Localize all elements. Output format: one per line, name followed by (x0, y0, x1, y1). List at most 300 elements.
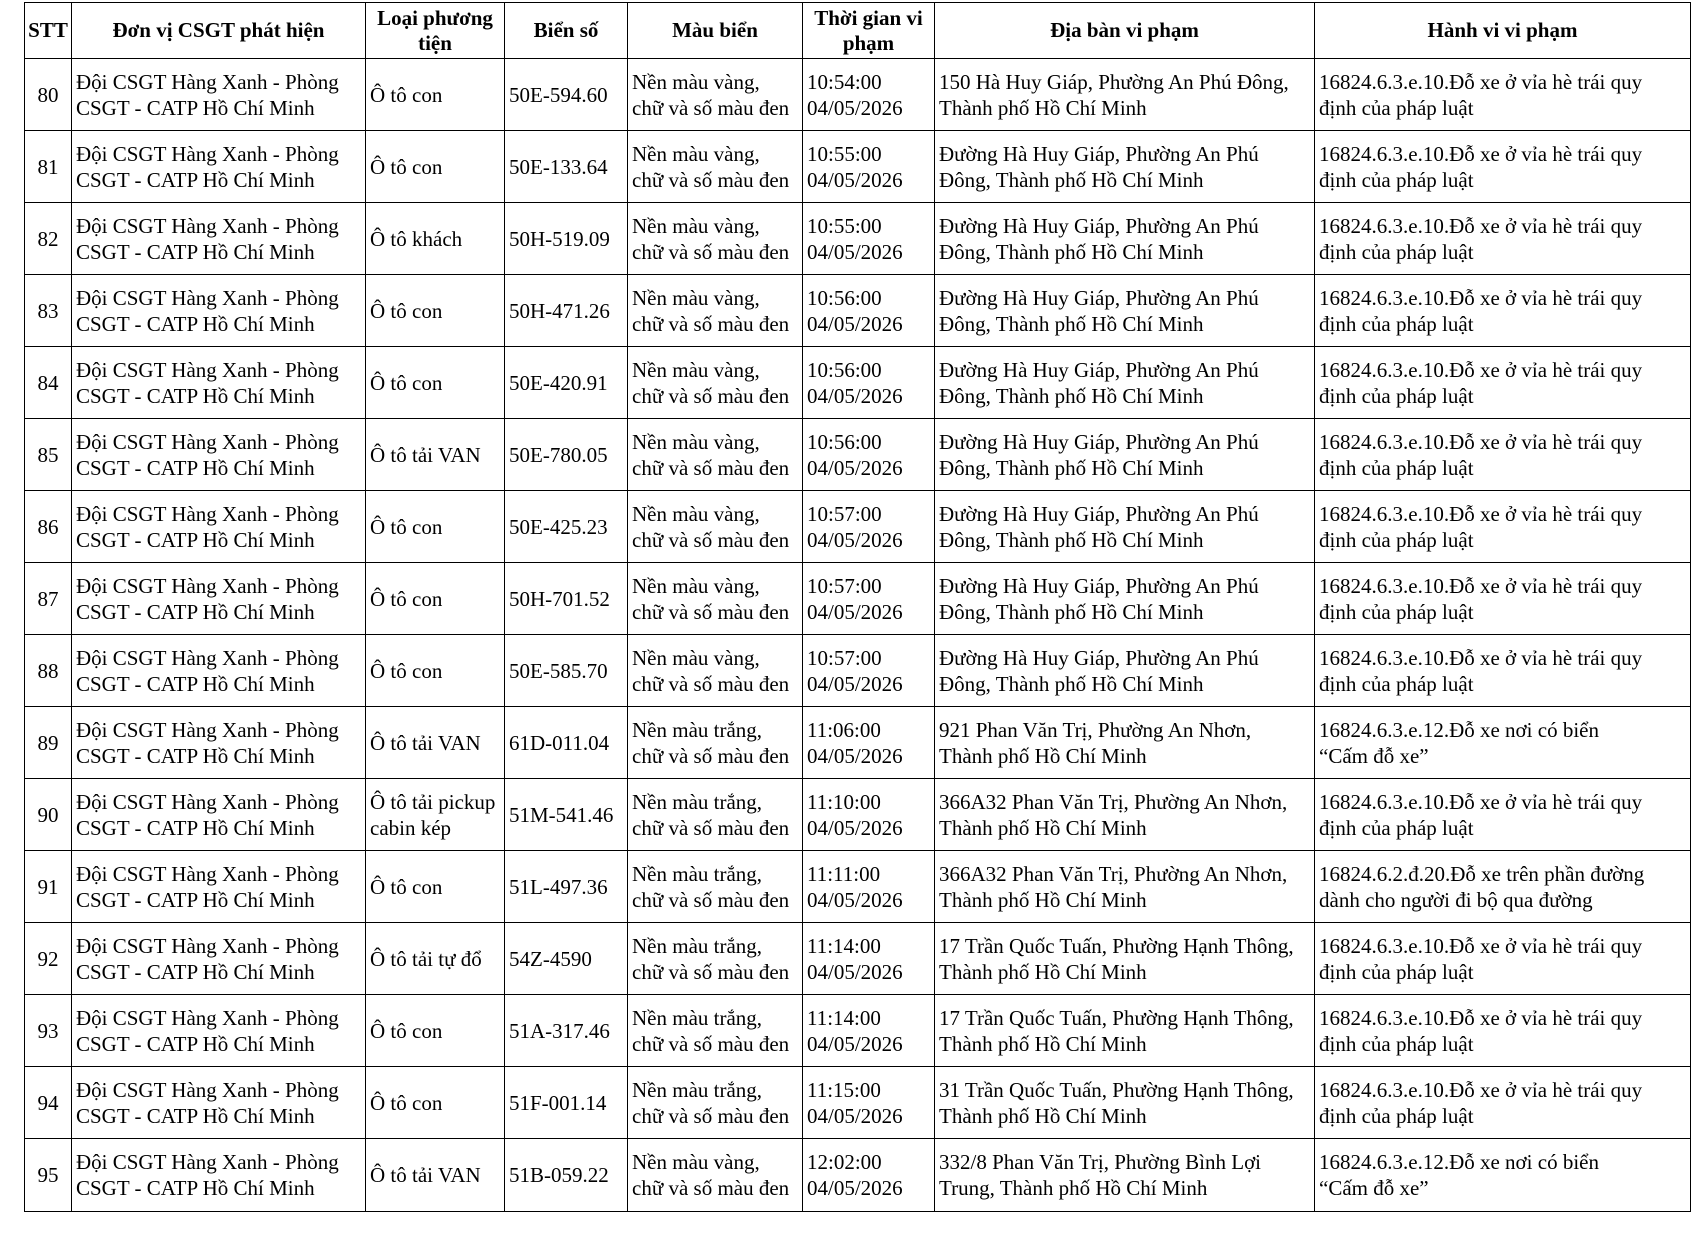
cell-plate-color (628, 419, 803, 491)
cell-vehicle-type-line: Ô tô tải tự đổ (370, 946, 482, 971)
cell-violation (1315, 59, 1691, 131)
cell-vehicle-type-line: Ô tô tải pickup (370, 789, 496, 814)
header-time: Thời gian vi phạm (803, 3, 935, 59)
cell-violation (1315, 347, 1691, 419)
cell-unit-line: Đội CSGT Hàng Xanh - Phòng (76, 141, 339, 166)
cell-unit-line: Đội CSGT Hàng Xanh - Phòng (76, 789, 339, 814)
header-location: Địa bàn vi phạm (935, 3, 1315, 59)
cell-plate-line: 50E-133.64 (509, 154, 608, 179)
cell-unit-line: CSGT - CATP Hồ Chí Minh (76, 743, 315, 768)
cell-unit-line: Đội CSGT Hàng Xanh - Phòng (76, 573, 339, 598)
cell-violation-line: định của pháp luật (1319, 527, 1474, 552)
cell-vehicle-type (366, 923, 505, 995)
cell-time (803, 1067, 935, 1139)
cell-location (935, 995, 1315, 1067)
cell-location (935, 563, 1315, 635)
cell-vehicle-type (366, 1067, 505, 1139)
cell-stt-line: 91 (37, 874, 59, 899)
cell-violation (1315, 779, 1691, 851)
cell-stt (25, 1139, 72, 1212)
cell-plate-color (628, 275, 803, 347)
cell-stt-line: 81 (37, 154, 59, 179)
cell-unit (72, 419, 366, 491)
cell-location-line: Thành phố Hồ Chí Minh (939, 743, 1147, 768)
cell-plate-color (628, 707, 803, 779)
cell-plate-line: 50H-471.26 (509, 298, 610, 323)
cell-location (935, 491, 1315, 563)
cell-violation (1315, 851, 1691, 923)
cell-unit (72, 635, 366, 707)
cell-time (803, 995, 935, 1067)
table-row (25, 995, 1691, 1067)
cell-plate-color-line: Nền màu vàng, (632, 429, 760, 454)
cell-unit-line: Đội CSGT Hàng Xanh - Phòng (76, 933, 339, 958)
cell-time-line: 04/05/2026 (807, 455, 903, 480)
cell-unit-line: Đội CSGT Hàng Xanh - Phòng (76, 645, 339, 670)
cell-location-line: 17 Trần Quốc Tuấn, Phường Hạnh Thông, (939, 933, 1294, 958)
cell-location (935, 1067, 1315, 1139)
cell-stt (25, 347, 72, 419)
cell-time-line: 04/05/2026 (807, 239, 903, 264)
cell-stt-line: 82 (37, 226, 59, 251)
cell-location (935, 275, 1315, 347)
cell-location (935, 419, 1315, 491)
cell-location-line: 366A32 Phan Văn Trị, Phường An Nhơn, (939, 861, 1288, 886)
table-row (25, 203, 1691, 275)
cell-violation-line: 16824.6.3.e.10.Đỗ xe ở vỉa hè trái quy (1319, 357, 1643, 382)
cell-stt-line: 95 (37, 1163, 59, 1187)
cell-plate (505, 779, 628, 851)
cell-vehicle-type-line: Ô tô con (370, 586, 443, 611)
cell-plate-line: 51L-497.36 (509, 874, 608, 899)
cell-location-line: Đông, Thành phố Hồ Chí Minh (939, 311, 1204, 336)
violations-table (24, 2, 1691, 1212)
cell-time (803, 275, 935, 347)
cell-vehicle-type-line: cabin kép (370, 815, 452, 840)
cell-location-line: Thành phố Hồ Chí Minh (939, 1031, 1147, 1056)
cell-violation (1315, 491, 1691, 563)
cell-location-line: Đông, Thành phố Hồ Chí Minh (939, 455, 1204, 480)
cell-violation-line: 16824.6.3.e.10.Đỗ xe ở vỉa hè trái quy (1319, 141, 1643, 166)
cell-location (935, 779, 1315, 851)
cell-unit (72, 1139, 366, 1212)
cell-time (803, 923, 935, 995)
cell-violation-line: 16824.6.3.e.12.Đỗ xe nơi có biển (1319, 717, 1599, 742)
cell-violation (1315, 131, 1691, 203)
cell-vehicle-type-line: Ô tô tải VAN (370, 442, 481, 467)
cell-location (935, 131, 1315, 203)
cell-stt-line: 87 (37, 586, 59, 611)
cell-vehicle-type (366, 995, 505, 1067)
cell-vehicle-type-line: Ô tô con (370, 514, 443, 539)
table-row (25, 1139, 1691, 1212)
cell-location-line: 332/8 Phan Văn Trị, Phường Bình Lợi (939, 1150, 1262, 1174)
cell-stt (25, 563, 72, 635)
cell-violation-line: định của pháp luật (1319, 671, 1474, 696)
cell-location-line: Đường Hà Huy Giáp, Phường An Phú (939, 501, 1259, 526)
cell-unit (72, 923, 366, 995)
cell-location-line: Đông, Thành phố Hồ Chí Minh (939, 527, 1204, 552)
cell-plate-line: 51B-059.22 (509, 1163, 609, 1187)
cell-unit-line: CSGT - CATP Hồ Chí Minh (76, 1031, 315, 1056)
cell-location (935, 203, 1315, 275)
cell-plate-color-line: Nền màu vàng, (632, 501, 760, 526)
cell-location (935, 1139, 1315, 1212)
cell-vehicle-type-line: Ô tô con (370, 370, 443, 395)
cell-violation (1315, 1067, 1691, 1139)
cell-time (803, 779, 935, 851)
cell-unit (72, 707, 366, 779)
cell-time-line: 04/05/2026 (807, 1176, 903, 1200)
cell-time (803, 131, 935, 203)
cell-time-line: 04/05/2026 (807, 1103, 903, 1128)
cell-plate-color-line: chữ và số màu đen (632, 239, 790, 264)
cell-location-line: Đông, Thành phố Hồ Chí Minh (939, 671, 1204, 696)
cell-plate-color (628, 491, 803, 563)
cell-location-line: Thành phố Hồ Chí Minh (939, 959, 1147, 984)
cell-plate-color-line: Nền màu trắng, (632, 933, 763, 958)
cell-violation (1315, 995, 1691, 1067)
cell-vehicle-type (366, 635, 505, 707)
header-unit: Đơn vị CSGT phát hiện (72, 3, 366, 59)
cell-plate-color-line: Nền màu trắng, (632, 1005, 763, 1030)
cell-time (803, 419, 935, 491)
cell-stt-line: 84 (37, 370, 59, 395)
cell-location-line: Đông, Thành phố Hồ Chí Minh (939, 599, 1204, 624)
cell-time (803, 635, 935, 707)
cell-stt (25, 851, 72, 923)
cell-plate (505, 635, 628, 707)
table-row (25, 923, 1691, 995)
cell-time-line: 12:02:00 (807, 1150, 882, 1174)
cell-violation-line: định của pháp luật (1319, 1031, 1474, 1056)
cell-location (935, 347, 1315, 419)
cell-plate-color (628, 1067, 803, 1139)
cell-plate-color-line: Nền màu vàng, (632, 357, 760, 382)
cell-violation-line: định của pháp luật (1319, 311, 1474, 336)
cell-unit (72, 563, 366, 635)
cell-unit-line: Đội CSGT Hàng Xanh - Phòng (76, 1005, 339, 1030)
cell-unit-line: CSGT - CATP Hồ Chí Minh (76, 239, 315, 264)
cell-vehicle-type-line: Ô tô con (370, 658, 443, 683)
cell-plate-line: 50E-594.60 (509, 82, 608, 107)
cell-time-line: 04/05/2026 (807, 1031, 903, 1056)
cell-unit (72, 851, 366, 923)
cell-vehicle-type-line: Ô tô tải VAN (370, 730, 481, 755)
cell-location (935, 707, 1315, 779)
cell-vehicle-type (366, 131, 505, 203)
cell-vehicle-type-line: Ô tô tải VAN (370, 1163, 481, 1187)
cell-location-line: Thành phố Hồ Chí Minh (939, 887, 1147, 912)
cell-plate-color-line: Nền màu trắng, (632, 717, 763, 742)
cell-plate (505, 851, 628, 923)
cell-plate (505, 923, 628, 995)
cell-plate-color-line: chữ và số màu đen (632, 599, 790, 624)
cell-plate-color-line: chữ và số màu đen (632, 959, 790, 984)
cell-unit-line: CSGT - CATP Hồ Chí Minh (76, 95, 315, 120)
cell-plate-color (628, 131, 803, 203)
cell-plate-color-line: Nền màu vàng, (632, 573, 760, 598)
cell-plate-color (628, 1139, 803, 1212)
cell-plate-color (628, 347, 803, 419)
cell-stt (25, 707, 72, 779)
cell-time (803, 203, 935, 275)
cell-plate-line: 50E-420.91 (509, 370, 608, 395)
cell-time-line: 10:57:00 (807, 573, 882, 598)
cell-stt (25, 995, 72, 1067)
cell-stt (25, 779, 72, 851)
cell-plate-color (628, 203, 803, 275)
cell-unit (72, 131, 366, 203)
cell-plate-color (628, 635, 803, 707)
cell-violation-line: 16824.6.3.e.10.Đỗ xe ở vỉa hè trái quy (1319, 933, 1643, 958)
cell-plate-color-line: Nền màu vàng, (632, 285, 760, 310)
cell-time-line: 10:57:00 (807, 645, 882, 670)
cell-plate (505, 1139, 628, 1212)
cell-time-line: 10:55:00 (807, 213, 882, 238)
cell-stt (25, 1067, 72, 1139)
cell-time-line: 11:14:00 (807, 1005, 881, 1030)
cell-unit (72, 275, 366, 347)
cell-location-line: Đường Hà Huy Giáp, Phường An Phú (939, 285, 1259, 310)
cell-violation (1315, 275, 1691, 347)
cell-time-line: 04/05/2026 (807, 383, 903, 408)
cell-time-line: 04/05/2026 (807, 95, 903, 120)
cell-vehicle-type-line: Ô tô con (370, 154, 443, 179)
cell-stt (25, 275, 72, 347)
cell-plate-color-line: chữ và số màu đen (632, 1103, 790, 1128)
cell-time-line: 04/05/2026 (807, 887, 903, 912)
cell-location-line: 150 Hà Huy Giáp, Phường An Phú Đông, (939, 69, 1289, 94)
cell-stt (25, 491, 72, 563)
cell-location (935, 59, 1315, 131)
table-row (25, 779, 1691, 851)
header-stt: STT (25, 3, 72, 59)
cell-location-line: Đường Hà Huy Giáp, Phường An Phú (939, 357, 1259, 382)
cell-violation (1315, 635, 1691, 707)
cell-violation-line: 16824.6.3.e.10.Đỗ xe ở vỉa hè trái quy (1319, 1005, 1643, 1030)
cell-plate-color-line: chữ và số màu đen (632, 311, 790, 336)
cell-plate-color (628, 779, 803, 851)
cell-stt (25, 419, 72, 491)
cell-stt-line: 93 (37, 1018, 59, 1043)
cell-vehicle-type-line: Ô tô con (370, 82, 443, 107)
cell-vehicle-type-line: Ô tô con (370, 298, 443, 323)
cell-location-line: Đông, Thành phố Hồ Chí Minh (939, 383, 1204, 408)
cell-plate-line: 51A-317.46 (509, 1018, 610, 1043)
cell-unit (72, 779, 366, 851)
cell-plate-color-line: chữ và số màu đen (632, 887, 790, 912)
table-row (25, 59, 1691, 131)
cell-unit-line: CSGT - CATP Hồ Chí Minh (76, 383, 315, 408)
cell-unit-line: Đội CSGT Hàng Xanh - Phòng (76, 69, 339, 94)
cell-unit-line: Đội CSGT Hàng Xanh - Phòng (76, 285, 339, 310)
cell-location-line: Đường Hà Huy Giáp, Phường An Phú (939, 573, 1259, 598)
cell-violation (1315, 923, 1691, 995)
cell-unit-line: CSGT - CATP Hồ Chí Minh (76, 311, 315, 336)
cell-violation (1315, 563, 1691, 635)
cell-time-line: 04/05/2026 (807, 671, 903, 696)
cell-stt-line: 85 (37, 442, 59, 467)
cell-plate (505, 995, 628, 1067)
cell-violation-line: định của pháp luật (1319, 95, 1474, 120)
cell-plate-color (628, 851, 803, 923)
cell-stt-line: 86 (37, 514, 59, 539)
cell-time-line: 10:57:00 (807, 501, 882, 526)
cell-violation-line: định của pháp luật (1319, 455, 1474, 480)
cell-plate-line: 50E-780.05 (509, 442, 608, 467)
cell-plate-color-line: chữ và số màu đen (632, 1031, 790, 1056)
header-plate-color: Màu biển (628, 3, 803, 59)
cell-unit (72, 491, 366, 563)
table-row (25, 275, 1691, 347)
cell-plate-line: 51M-541.46 (509, 802, 614, 827)
cell-plate-line: 50H-519.09 (509, 226, 610, 251)
cell-violation-line: 16824.6.3.e.10.Đỗ xe ở vỉa hè trái quy (1319, 69, 1643, 94)
cell-violation-line: 16824.6.3.e.10.Đỗ xe ở vỉa hè trái quy (1319, 1077, 1643, 1102)
cell-violation (1315, 419, 1691, 491)
cell-violation (1315, 707, 1691, 779)
cell-time-line: 11:10:00 (807, 789, 881, 814)
cell-location-line: Thành phố Hồ Chí Minh (939, 1103, 1147, 1128)
cell-plate (505, 131, 628, 203)
cell-vehicle-type (366, 347, 505, 419)
cell-plate-color-line: chữ và số màu đen (632, 527, 790, 552)
cell-time (803, 563, 935, 635)
cell-violation-line: 16824.6.2.đ.20.Đỗ xe trên phần đường (1319, 861, 1645, 886)
cell-plate-line: 50H-701.52 (509, 586, 610, 611)
cell-unit-line: CSGT - CATP Hồ Chí Minh (76, 599, 315, 624)
cell-stt (25, 59, 72, 131)
cell-time (803, 347, 935, 419)
header-row (25, 3, 1691, 59)
cell-plate-color-line: Nền màu trắng, (632, 789, 763, 814)
cell-violation-line: định của pháp luật (1319, 815, 1474, 840)
cell-plate-color-line: Nền màu trắng, (632, 861, 763, 886)
cell-time-line: 11:06:00 (807, 717, 881, 742)
cell-vehicle-type-line: Ô tô con (370, 1090, 443, 1115)
cell-violation (1315, 1139, 1691, 1212)
cell-plate (505, 203, 628, 275)
cell-unit-line: CSGT - CATP Hồ Chí Minh (76, 815, 315, 840)
cell-plate-color-line: chữ và số màu đen (632, 455, 790, 480)
cell-vehicle-type (366, 851, 505, 923)
cell-violation (1315, 203, 1691, 275)
cell-stt (25, 635, 72, 707)
cell-time-line: 11:15:00 (807, 1077, 881, 1102)
table-row (25, 419, 1691, 491)
cell-plate (505, 275, 628, 347)
cell-vehicle-type (366, 779, 505, 851)
cell-plate-color-line: Nền màu vàng, (632, 141, 760, 166)
cell-unit-line: CSGT - CATP Hồ Chí Minh (76, 1176, 315, 1200)
cell-plate-color-line: Nền màu vàng, (632, 69, 760, 94)
cell-vehicle-type (366, 563, 505, 635)
cell-plate (505, 419, 628, 491)
cell-stt-line: 94 (37, 1090, 59, 1115)
cell-time (803, 851, 935, 923)
cell-plate-color-line: Nền màu vàng, (632, 213, 760, 238)
cell-time-line: 04/05/2026 (807, 167, 903, 192)
cell-unit (72, 347, 366, 419)
cell-location (935, 851, 1315, 923)
cell-unit-line: Đội CSGT Hàng Xanh - Phòng (76, 861, 339, 886)
cell-violation-line: định của pháp luật (1319, 239, 1474, 264)
cell-location-line: 366A32 Phan Văn Trị, Phường An Nhơn, (939, 789, 1288, 814)
cell-violation-line: 16824.6.3.e.10.Đỗ xe ở vỉa hè trái quy (1319, 501, 1643, 526)
table-row (25, 851, 1691, 923)
cell-time-line: 11:11:00 (807, 861, 881, 886)
cell-unit-line: CSGT - CATP Hồ Chí Minh (76, 1103, 315, 1128)
header-plate: Biển số (505, 3, 628, 59)
header-vehicle-type: Loại phương tiện (366, 3, 505, 59)
cell-plate-line: 50E-585.70 (509, 658, 608, 683)
cell-location (935, 923, 1315, 995)
cell-location-line: Thành phố Hồ Chí Minh (939, 95, 1147, 120)
cell-plate-color-line: Nền màu vàng, (632, 1150, 760, 1174)
table-row (25, 563, 1691, 635)
cell-plate-color (628, 563, 803, 635)
cell-time-line: 10:54:00 (807, 69, 882, 94)
cell-unit-line: CSGT - CATP Hồ Chí Minh (76, 455, 315, 480)
cell-plate-color-line: chữ và số màu đen (632, 815, 790, 840)
cell-unit (72, 995, 366, 1067)
cell-time-line: 10:56:00 (807, 357, 882, 382)
cell-stt (25, 131, 72, 203)
cell-time-line: 11:14:00 (807, 933, 881, 958)
cell-violation-line: dành cho người đi bộ qua đường (1319, 887, 1593, 912)
cell-unit-line: CSGT - CATP Hồ Chí Minh (76, 887, 315, 912)
cell-unit-line: Đội CSGT Hàng Xanh - Phòng (76, 501, 339, 526)
cell-time (803, 491, 935, 563)
cell-vehicle-type-line: Ô tô con (370, 1018, 443, 1043)
cell-unit-line: CSGT - CATP Hồ Chí Minh (76, 167, 315, 192)
cell-vehicle-type-line: Ô tô khách (370, 226, 463, 251)
cell-plate (505, 1067, 628, 1139)
cell-time-line: 04/05/2026 (807, 959, 903, 984)
cell-plate-color-line: chữ và số màu đen (632, 671, 790, 696)
cell-location-line: Đường Hà Huy Giáp, Phường An Phú (939, 645, 1259, 670)
cell-stt-line: 80 (37, 82, 59, 107)
cell-plate-color-line: chữ và số màu đen (632, 1176, 790, 1200)
cell-time (803, 707, 935, 779)
cell-violation-line: 16824.6.3.e.12.Đỗ xe nơi có biển (1319, 1150, 1599, 1174)
cell-unit-line: Đội CSGT Hàng Xanh - Phòng (76, 213, 339, 238)
cell-location-line: Đông, Thành phố Hồ Chí Minh (939, 167, 1204, 192)
cell-location-line: 921 Phan Văn Trị, Phường An Nhơn, (939, 717, 1252, 742)
cell-stt (25, 203, 72, 275)
cell-stt-line: 90 (37, 802, 59, 827)
cell-unit-line: Đội CSGT Hàng Xanh - Phòng (76, 1077, 339, 1102)
cell-violation-line: định của pháp luật (1319, 959, 1474, 984)
cell-violation-line: 16824.6.3.e.10.Đỗ xe ở vỉa hè trái quy (1319, 213, 1643, 238)
cell-unit-line: Đội CSGT Hàng Xanh - Phòng (76, 1150, 339, 1174)
cell-plate-color-line: Nền màu vàng, (632, 645, 760, 670)
cell-unit-line: CSGT - CATP Hồ Chí Minh (76, 527, 315, 552)
cell-location-line: Đông, Thành phố Hồ Chí Minh (939, 239, 1204, 264)
cell-location-line: Đường Hà Huy Giáp, Phường An Phú (939, 141, 1259, 166)
table-row (25, 635, 1691, 707)
cell-time (803, 59, 935, 131)
cell-location-line: Đường Hà Huy Giáp, Phường An Phú (939, 213, 1259, 238)
cell-plate (505, 491, 628, 563)
table-row (25, 491, 1691, 563)
cell-vehicle-type (366, 491, 505, 563)
cell-violation-line: định của pháp luật (1319, 1103, 1474, 1128)
cell-plate-color-line: chữ và số màu đen (632, 95, 790, 120)
cell-unit-line: CSGT - CATP Hồ Chí Minh (76, 671, 315, 696)
cell-plate-line: 61D-011.04 (509, 730, 610, 755)
